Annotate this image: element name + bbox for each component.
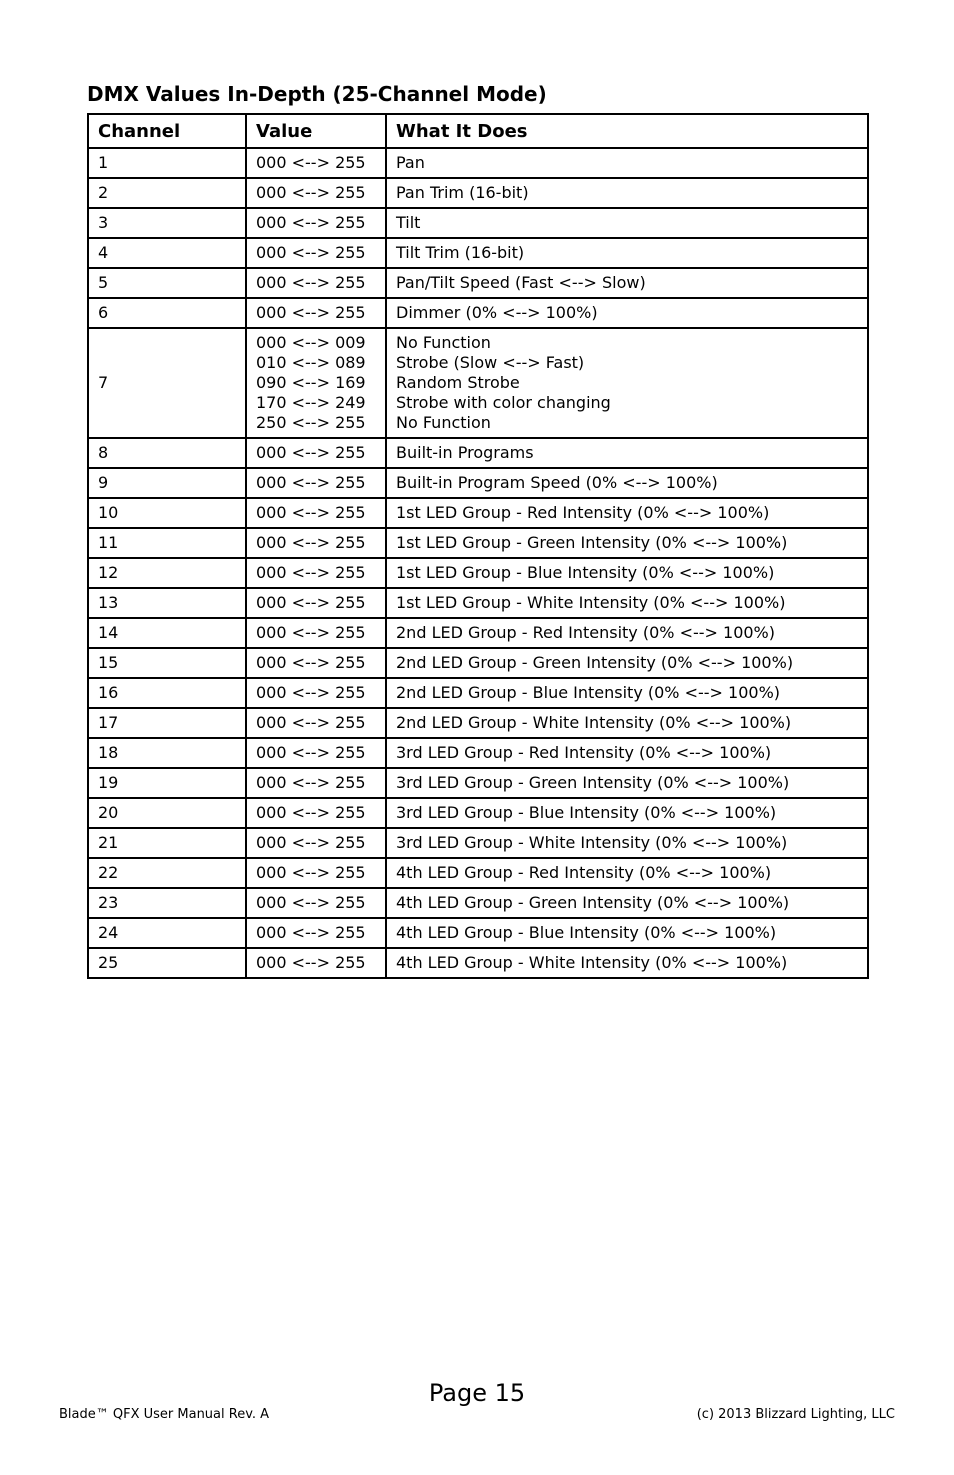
table-header-row bbox=[88, 114, 868, 148]
function-cell bbox=[386, 268, 868, 298]
table-row bbox=[88, 328, 868, 438]
function-cell bbox=[386, 178, 868, 208]
function-description: Strobe (Slow <--> Fast) bbox=[396, 353, 585, 372]
value-cell bbox=[246, 858, 386, 888]
dmx-values-table bbox=[87, 113, 869, 979]
function-description: Built-in Program Speed (0% <--> 100%) bbox=[396, 473, 718, 492]
channel-cell: 11 bbox=[88, 528, 246, 558]
function-cell bbox=[386, 948, 868, 978]
value-range: 000 <--> 255 bbox=[256, 533, 366, 552]
function-cell bbox=[386, 618, 868, 648]
table-row bbox=[88, 498, 868, 528]
function-description: 2nd LED Group - Blue Intensity (0% <--> 100%) bbox=[396, 683, 781, 702]
value-cell bbox=[246, 208, 386, 238]
value-range: 000 <--> 255 bbox=[256, 443, 366, 462]
channel-cell: 22 bbox=[88, 858, 246, 888]
channel-cell: 3 bbox=[88, 208, 246, 238]
value-range: 000 <--> 255 bbox=[256, 473, 366, 492]
function-description: Built-in Programs bbox=[396, 443, 534, 462]
function-description: Tilt bbox=[396, 213, 421, 232]
value-range: 000 <--> 255 bbox=[256, 833, 366, 852]
channel-cell: 6 bbox=[88, 298, 246, 328]
table-row bbox=[88, 828, 868, 858]
value-range: 000 <--> 255 bbox=[256, 893, 366, 912]
table-row bbox=[88, 918, 868, 948]
channel-cell: 12 bbox=[88, 558, 246, 588]
value-range: 000 <--> 255 bbox=[256, 683, 366, 702]
footer-copyright: (c) 2013 Blizzard Lighting, LLC bbox=[696, 1407, 895, 1422]
function-cell bbox=[386, 738, 868, 768]
table-row bbox=[88, 708, 868, 738]
function-cell bbox=[386, 858, 868, 888]
value-range: 000 <--> 255 bbox=[256, 213, 366, 232]
value-range: 000 <--> 255 bbox=[256, 803, 366, 822]
function-cell bbox=[386, 798, 868, 828]
table-body bbox=[88, 148, 868, 978]
table-row bbox=[88, 148, 868, 178]
table-row bbox=[88, 558, 868, 588]
function-description: Dimmer (0% <--> 100%) bbox=[396, 303, 598, 322]
value-range: 000 <--> 255 bbox=[256, 303, 366, 322]
value-cell bbox=[246, 738, 386, 768]
function-description: 2nd LED Group - Green Intensity (0% <--> 100%) bbox=[396, 653, 794, 672]
function-cell bbox=[386, 468, 868, 498]
value-cell bbox=[246, 678, 386, 708]
value-range: 000 <--> 255 bbox=[256, 503, 366, 522]
value-range: 000 <--> 255 bbox=[256, 243, 366, 262]
table-row bbox=[88, 678, 868, 708]
page-number: Page 15 bbox=[428, 1379, 526, 1407]
channel-cell: 25 bbox=[88, 948, 246, 978]
value-range: 000 <--> 009 bbox=[256, 333, 366, 352]
value-range: 000 <--> 255 bbox=[256, 153, 366, 172]
column-header-value: Value bbox=[246, 114, 386, 148]
function-description: Pan/Tilt Speed (Fast <--> Slow) bbox=[396, 273, 646, 292]
value-cell bbox=[246, 498, 386, 528]
channel-cell: 1 bbox=[88, 148, 246, 178]
column-header-what-it-does: What It Does bbox=[386, 114, 868, 148]
channel-cell: 4 bbox=[88, 238, 246, 268]
function-description: Random Strobe bbox=[396, 373, 520, 392]
channel-cell: 17 bbox=[88, 708, 246, 738]
function-cell bbox=[386, 888, 868, 918]
channel-cell: 2 bbox=[88, 178, 246, 208]
function-description: 3rd LED Group - Green Intensity (0% <--> 100%) bbox=[396, 773, 790, 792]
table-row bbox=[88, 268, 868, 298]
channel-cell: 13 bbox=[88, 588, 246, 618]
footer-manual-title: Blade™ QFX User Manual Rev. A bbox=[59, 1407, 270, 1422]
function-cell bbox=[386, 918, 868, 948]
value-range: 000 <--> 255 bbox=[256, 923, 366, 942]
value-cell bbox=[246, 888, 386, 918]
value-cell bbox=[246, 528, 386, 558]
function-cell bbox=[386, 648, 868, 678]
value-range: 000 <--> 255 bbox=[256, 953, 366, 972]
value-range: 000 <--> 255 bbox=[256, 593, 366, 612]
function-description: Strobe with color changing bbox=[396, 393, 611, 412]
table-row bbox=[88, 468, 868, 498]
value-range: 000 <--> 255 bbox=[256, 743, 366, 762]
function-description: 1st LED Group - Blue Intensity (0% <--> 100%) bbox=[396, 563, 775, 582]
channel-cell: 19 bbox=[88, 768, 246, 798]
function-cell bbox=[386, 238, 868, 268]
function-description: 2nd LED Group - White Intensity (0% <--> 100%) bbox=[396, 713, 792, 732]
value-range: 000 <--> 255 bbox=[256, 183, 366, 202]
table-row bbox=[88, 298, 868, 328]
channel-cell: 21 bbox=[88, 828, 246, 858]
function-description: 1st LED Group - White Intensity (0% <--> 100%) bbox=[396, 593, 786, 612]
value-range: 000 <--> 255 bbox=[256, 653, 366, 672]
table-row bbox=[88, 238, 868, 268]
function-description: 3rd LED Group - White Intensity (0% <--> 100%) bbox=[396, 833, 788, 852]
function-cell bbox=[386, 768, 868, 798]
value-range: 090 <--> 169 bbox=[256, 373, 366, 392]
function-description: Tilt Trim (16-bit) bbox=[396, 243, 525, 262]
table-row bbox=[88, 178, 868, 208]
channel-cell: 10 bbox=[88, 498, 246, 528]
value-range: 250 <--> 255 bbox=[256, 413, 366, 432]
function-description: No Function bbox=[396, 413, 491, 432]
function-description: No Function bbox=[396, 333, 491, 352]
value-cell bbox=[246, 828, 386, 858]
function-description: 4th LED Group - Blue Intensity (0% <--> 100%) bbox=[396, 923, 777, 942]
value-cell bbox=[246, 558, 386, 588]
table-row bbox=[88, 858, 868, 888]
function-cell bbox=[386, 498, 868, 528]
channel-cell: 9 bbox=[88, 468, 246, 498]
function-cell bbox=[386, 558, 868, 588]
function-cell bbox=[386, 148, 868, 178]
value-cell bbox=[246, 238, 386, 268]
table-row bbox=[88, 438, 868, 468]
value-cell bbox=[246, 948, 386, 978]
channel-cell: 15 bbox=[88, 648, 246, 678]
table-row bbox=[88, 618, 868, 648]
value-cell bbox=[246, 178, 386, 208]
table-row bbox=[88, 888, 868, 918]
table-row bbox=[88, 768, 868, 798]
function-cell bbox=[386, 298, 868, 328]
function-cell bbox=[386, 208, 868, 238]
value-range: 170 <--> 249 bbox=[256, 393, 366, 412]
table-row bbox=[88, 738, 868, 768]
value-cell bbox=[246, 648, 386, 678]
function-description: 3rd LED Group - Blue Intensity (0% <--> 100%) bbox=[396, 803, 777, 822]
function-description: Pan bbox=[396, 153, 425, 172]
function-description: 2nd LED Group - Red Intensity (0% <--> 100%) bbox=[396, 623, 775, 642]
function-cell bbox=[386, 328, 868, 438]
value-cell bbox=[246, 468, 386, 498]
function-cell bbox=[386, 678, 868, 708]
value-cell bbox=[246, 618, 386, 648]
function-description: 4th LED Group - White Intensity (0% <--> 100%) bbox=[396, 953, 788, 972]
value-range: 010 <--> 089 bbox=[256, 353, 366, 372]
value-cell bbox=[246, 708, 386, 738]
value-range: 000 <--> 255 bbox=[256, 713, 366, 732]
function-description: 1st LED Group - Red Intensity (0% <--> 100%) bbox=[396, 503, 770, 522]
value-cell bbox=[246, 438, 386, 468]
function-cell bbox=[386, 708, 868, 738]
channel-cell: 24 bbox=[88, 918, 246, 948]
value-cell bbox=[246, 268, 386, 298]
column-header-channel: Channel bbox=[88, 114, 246, 148]
value-cell bbox=[246, 918, 386, 948]
channel-cell: 8 bbox=[88, 438, 246, 468]
table-row bbox=[88, 208, 868, 238]
function-description: 3rd LED Group - Red Intensity (0% <--> 100%) bbox=[396, 743, 772, 762]
value-cell bbox=[246, 798, 386, 828]
function-cell bbox=[386, 438, 868, 468]
value-range: 000 <--> 255 bbox=[256, 773, 366, 792]
table-row bbox=[88, 648, 868, 678]
page-title: DMX Values In-Depth (25-Channel Mode) bbox=[87, 82, 547, 106]
value-range: 000 <--> 255 bbox=[256, 623, 366, 642]
table-row bbox=[88, 588, 868, 618]
table-row bbox=[88, 798, 868, 828]
value-cell bbox=[246, 588, 386, 618]
function-cell bbox=[386, 588, 868, 618]
value-cell bbox=[246, 328, 386, 438]
channel-cell: 20 bbox=[88, 798, 246, 828]
table-row bbox=[88, 528, 868, 558]
value-cell bbox=[246, 148, 386, 178]
function-description: Pan Trim (16-bit) bbox=[396, 183, 529, 202]
table-row bbox=[88, 948, 868, 978]
value-range: 000 <--> 255 bbox=[256, 563, 366, 582]
function-cell bbox=[386, 828, 868, 858]
function-description: 1st LED Group - Green Intensity (0% <--> 100%) bbox=[396, 533, 788, 552]
channel-cell: 18 bbox=[88, 738, 246, 768]
value-range: 000 <--> 255 bbox=[256, 863, 366, 882]
channel-cell: 23 bbox=[88, 888, 246, 918]
channel-cell: 14 bbox=[88, 618, 246, 648]
function-cell bbox=[386, 528, 868, 558]
function-description: 4th LED Group - Green Intensity (0% <--> 100%) bbox=[396, 893, 790, 912]
value-cell bbox=[246, 768, 386, 798]
function-description: 4th LED Group - Red Intensity (0% <--> 100%) bbox=[396, 863, 772, 882]
channel-cell: 16 bbox=[88, 678, 246, 708]
value-range: 000 <--> 255 bbox=[256, 273, 366, 292]
channel-cell: 5 bbox=[88, 268, 246, 298]
channel-cell: 7 bbox=[88, 328, 246, 438]
value-cell bbox=[246, 298, 386, 328]
